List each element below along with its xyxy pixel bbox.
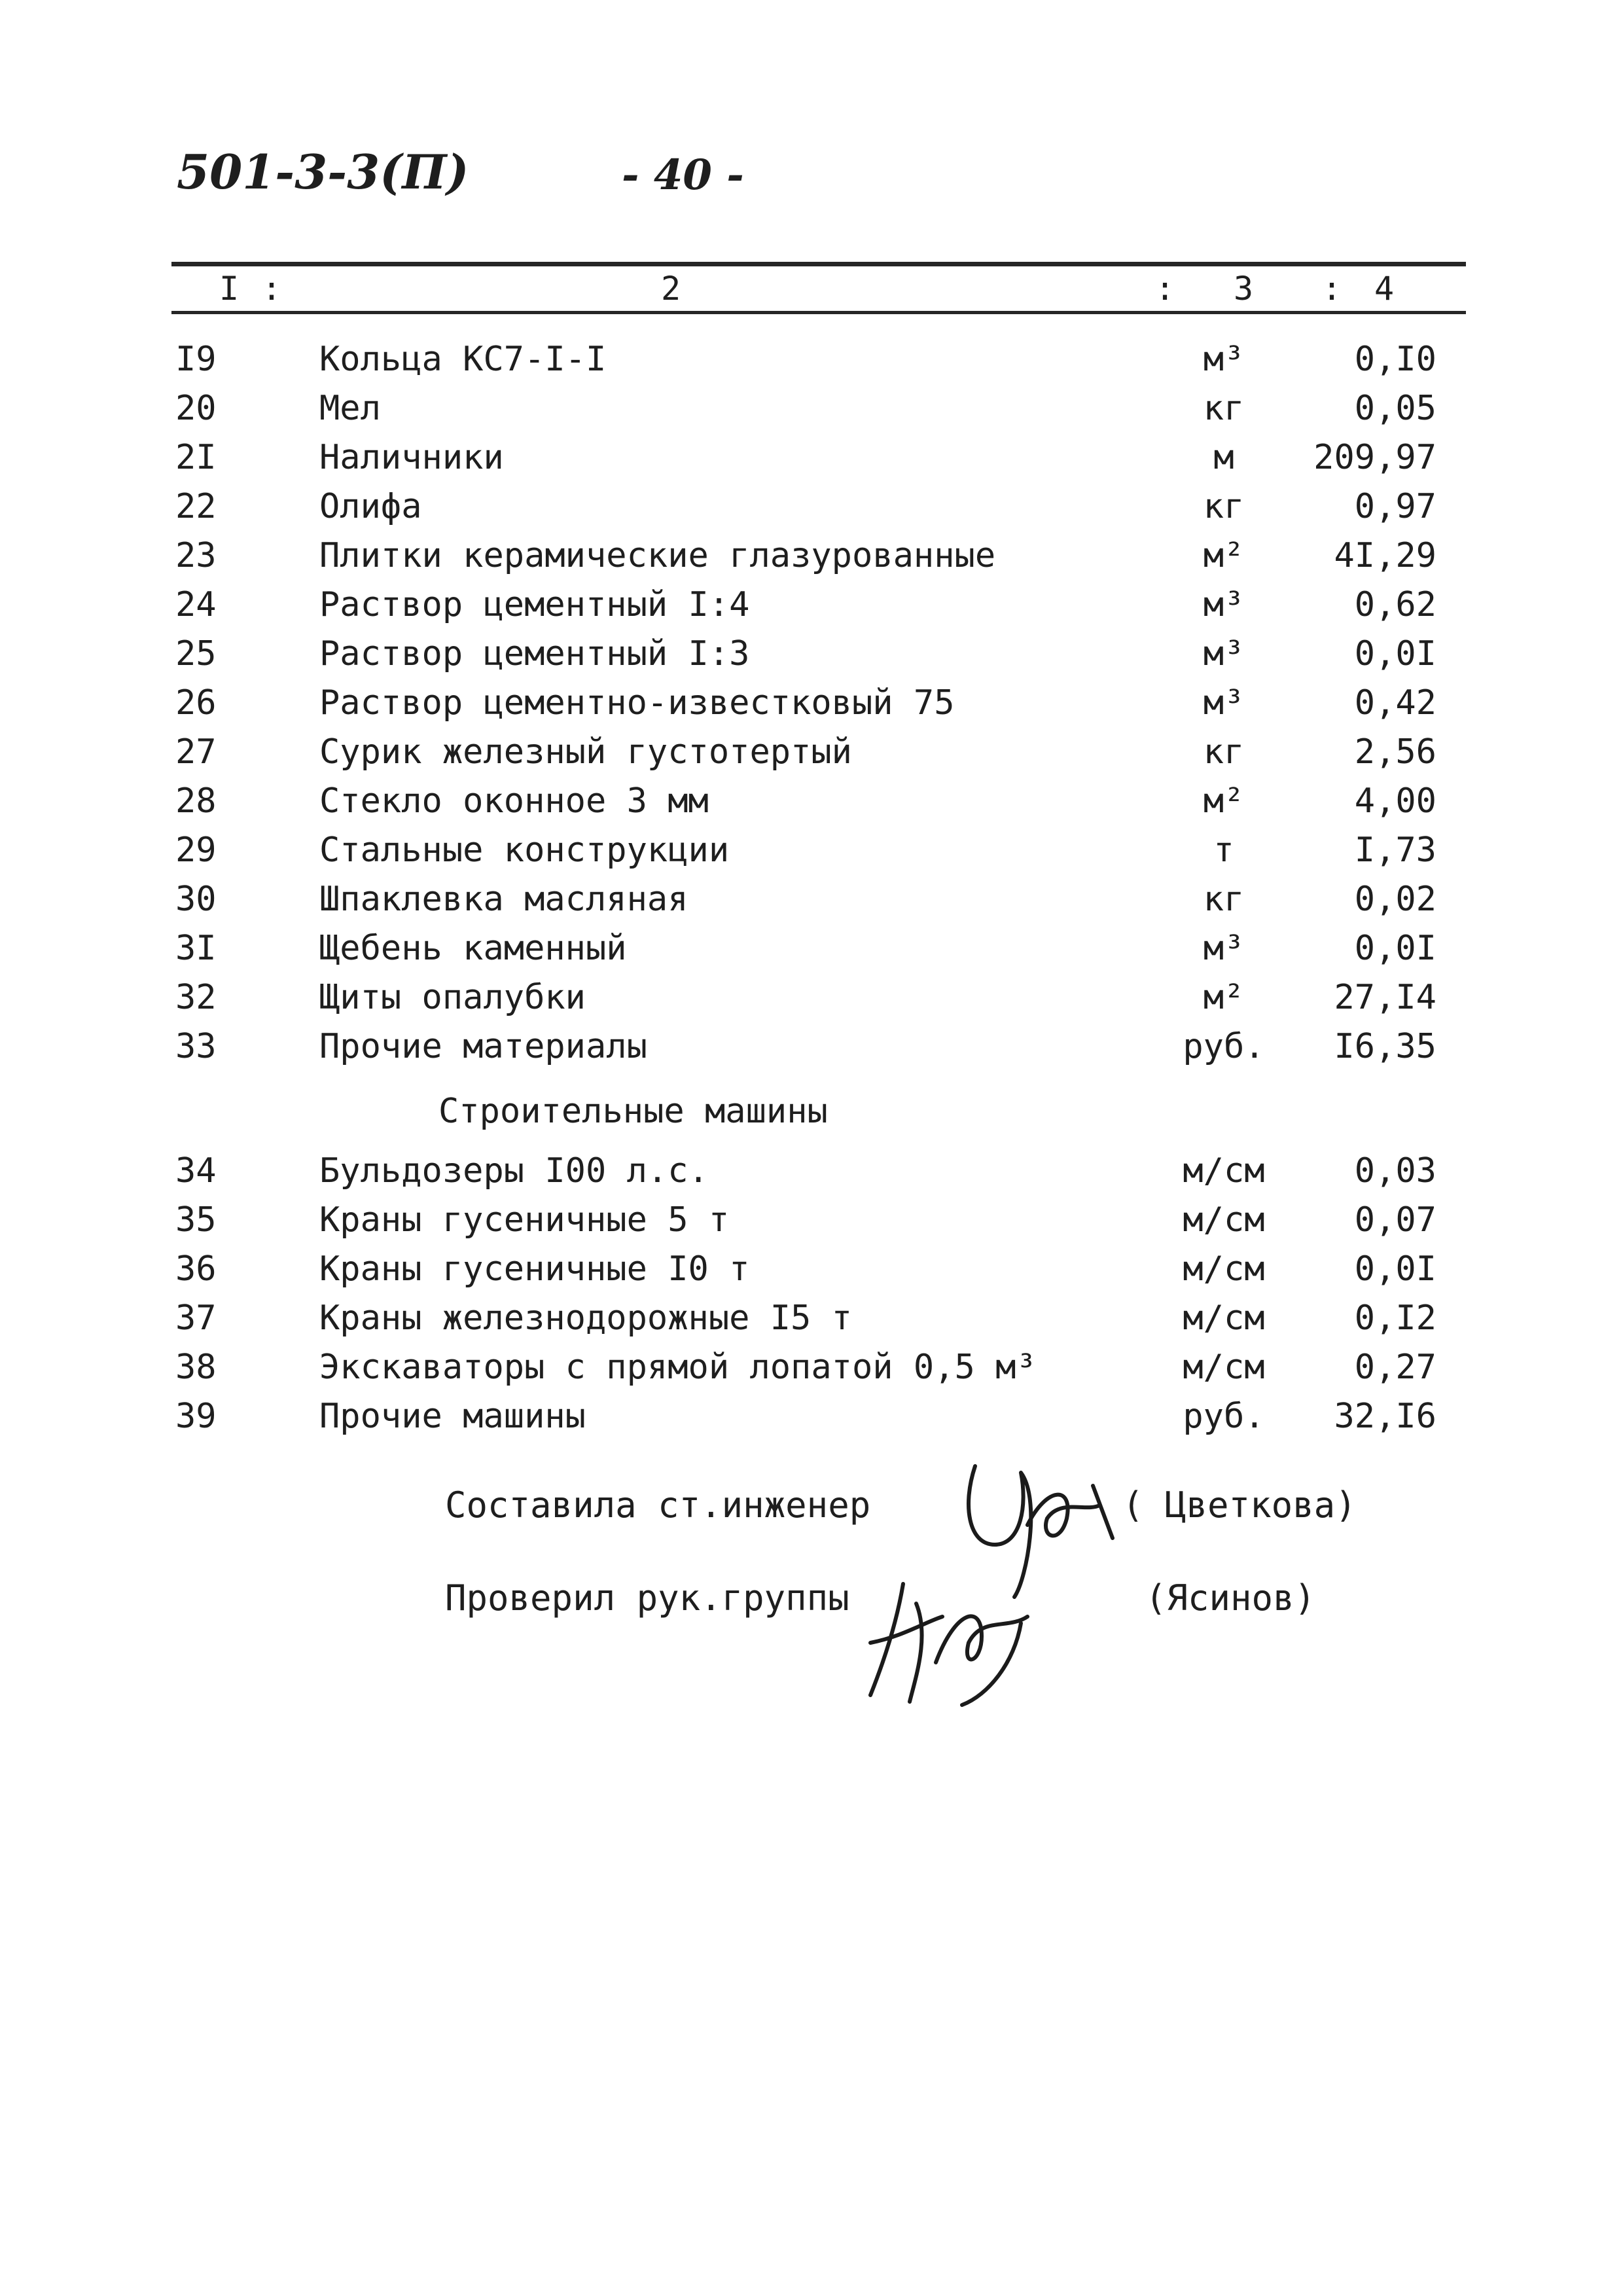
row-unit: м/см [1183, 1151, 1265, 1191]
column-separator-2: : [1155, 270, 1175, 308]
row-unit: кг [1203, 487, 1245, 526]
row-name: Стальные конструкции [319, 831, 730, 870]
row-quantity: 0,05 [1354, 389, 1436, 428]
table-top-rule [171, 262, 1466, 266]
row-unit: руб. [1183, 1397, 1265, 1436]
row-name: Наличники [319, 438, 504, 477]
row-quantity: 0,0I [1354, 929, 1436, 968]
page-number: - 40 - [622, 151, 744, 200]
row-number: 26 [175, 683, 217, 723]
row-unit: м/см [1183, 1299, 1265, 1338]
section-title-machines: Строительные машины [438, 1092, 828, 1131]
row-number: 38 [175, 1348, 217, 1387]
row-name: Раствор цементно-известковый 75 [319, 683, 955, 723]
row-number: 20 [175, 389, 217, 428]
column-separator-1: : [262, 270, 282, 308]
row-quantity: I,73 [1354, 831, 1436, 870]
row-unit: руб. [1183, 1027, 1265, 1066]
row-name: Экскаваторы с прямой лопатой 0,5 м³ [319, 1348, 1037, 1387]
row-name: Краны железнодорожные I5 т [319, 1299, 852, 1338]
row-unit: м³ [1203, 634, 1245, 673]
row-quantity: 209,97 [1313, 438, 1436, 477]
row-quantity: 0,0I [1354, 1249, 1436, 1289]
row-unit: м³ [1203, 929, 1245, 968]
row-quantity: 0,I2 [1354, 1299, 1436, 1338]
column-separator-3: : [1322, 270, 1342, 308]
row-unit: м² [1203, 978, 1245, 1017]
row-name: Краны гусеничные I0 т [319, 1249, 750, 1289]
row-name: Стекло оконное 3 мм [319, 781, 709, 821]
checked-by-name: (Ясинов) [1145, 1577, 1316, 1619]
row-unit: м³ [1203, 585, 1245, 624]
row-name: Мел [319, 389, 381, 428]
row-quantity: 4I,29 [1334, 536, 1436, 575]
row-name: Бульдозеры I00 л.с. [319, 1151, 709, 1191]
row-unit: м³ [1203, 340, 1245, 379]
row-number: 3I [175, 929, 217, 968]
row-quantity: 32,I6 [1334, 1397, 1436, 1436]
row-quantity: 0,03 [1354, 1151, 1436, 1191]
row-unit: м/см [1183, 1249, 1265, 1289]
row-unit: м/см [1183, 1200, 1265, 1240]
row-quantity: 27,I4 [1334, 978, 1436, 1017]
row-number: 23 [175, 536, 217, 575]
document-code: 501-3-3(П) [177, 144, 469, 200]
row-name: Прочие машины [319, 1397, 586, 1436]
row-quantity: 0,02 [1354, 880, 1436, 919]
table-header-rule [171, 311, 1466, 314]
compiled-by-name: ( Цветкова) [1122, 1484, 1357, 1526]
row-quantity: 0,62 [1354, 585, 1436, 624]
column-header-1: I [219, 270, 240, 308]
row-number: I9 [175, 340, 217, 379]
row-quantity: 0,97 [1354, 487, 1436, 526]
row-quantity: 0,07 [1354, 1200, 1436, 1240]
checked-signature [857, 1564, 1054, 1715]
row-number: 32 [175, 978, 217, 1017]
row-quantity: 0,42 [1354, 683, 1436, 723]
row-quantity: 0,I0 [1354, 340, 1436, 379]
row-unit: кг [1203, 732, 1245, 772]
compiled-by-label: Составила ст.инженер [445, 1484, 871, 1526]
row-unit: кг [1203, 389, 1245, 428]
row-number: 33 [175, 1027, 217, 1066]
row-number: 37 [175, 1299, 217, 1338]
row-unit: м² [1203, 781, 1245, 821]
row-number: 28 [175, 781, 217, 821]
row-unit: м³ [1203, 683, 1245, 723]
row-quantity: 0,27 [1354, 1348, 1436, 1387]
row-number: 24 [175, 585, 217, 624]
row-name: Сурик железный густотертый [319, 732, 852, 772]
row-name: Прочие материалы [319, 1027, 647, 1066]
row-quantity: I6,35 [1334, 1027, 1436, 1066]
row-quantity: 0,0I [1354, 634, 1436, 673]
row-number: 27 [175, 732, 217, 772]
row-number: 36 [175, 1249, 217, 1289]
row-unit: м/см [1183, 1348, 1265, 1387]
row-quantity: 2,56 [1354, 732, 1436, 772]
column-header-3: 3 [1234, 270, 1254, 308]
row-name: Олифа [319, 487, 422, 526]
row-name: Краны гусеничные 5 т [319, 1200, 730, 1240]
row-unit: кг [1203, 880, 1245, 919]
row-name: Раствор цементный I:3 [319, 634, 750, 673]
row-name: Щиты опалубки [319, 978, 586, 1017]
row-name: Шпаклевка масляная [319, 880, 688, 919]
column-header-4: 4 [1374, 270, 1395, 308]
row-unit: м [1213, 438, 1234, 477]
row-number: 39 [175, 1397, 217, 1436]
row-quantity: 4,00 [1354, 781, 1436, 821]
row-number: 35 [175, 1200, 217, 1240]
row-number: 22 [175, 487, 217, 526]
row-number: 2I [175, 438, 217, 477]
row-unit: м² [1203, 536, 1245, 575]
row-number: 34 [175, 1151, 217, 1191]
column-header-2: 2 [661, 270, 681, 308]
row-name: Плитки керамические глазурованные [319, 536, 996, 575]
checked-by-label: Проверил рук.группы [445, 1577, 849, 1619]
row-name: Раствор цементный I:4 [319, 585, 750, 624]
row-name: Щебень каменный [319, 929, 627, 968]
row-number: 30 [175, 880, 217, 919]
row-number: 29 [175, 831, 217, 870]
row-name: Кольца КС7-I-I [319, 340, 607, 379]
row-unit: т [1213, 831, 1234, 870]
row-number: 25 [175, 634, 217, 673]
